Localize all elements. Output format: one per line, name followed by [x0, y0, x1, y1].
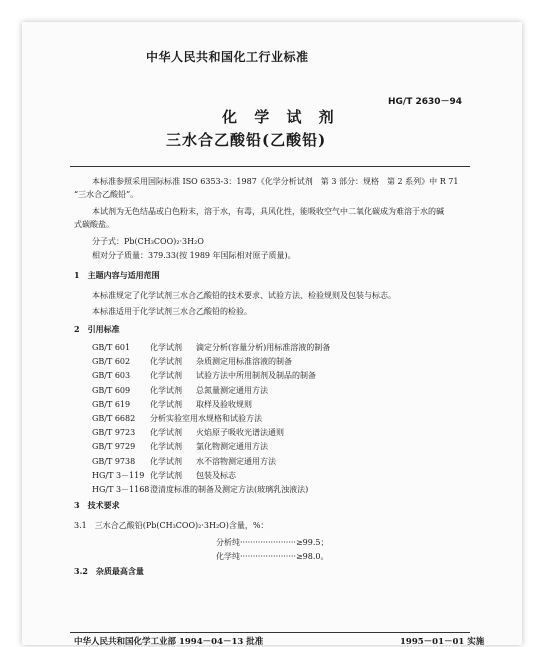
- reference-title: 总氮量测定通用方法: [196, 385, 268, 395]
- molecular-mass: 相对分子质量：379.33(按 1989 年国际相对原子质量)。: [92, 251, 296, 260]
- intro-para2-line1: 本试剂为无色结晶或白色粉末，溶于水，有毒，具风化性，能吸收空气中二氧化碳成为难溶于水的碱: [92, 207, 444, 216]
- formula-label: 分子式：: [92, 237, 124, 246]
- reference-code: GB/T 609: [92, 385, 131, 395]
- reference-category: 化学试剂: [150, 343, 182, 352]
- reference-code: GB/T 601: [92, 343, 131, 352]
- reference-code: HG/T 3－1168: [92, 485, 150, 494]
- reference-item: [92, 413, 262, 424]
- reference-category: 化学试剂: [150, 371, 182, 381]
- reference-title: 氯化物测定通用方法: [196, 442, 268, 452]
- section-3-2: 3.2 杂质最高含量: [74, 566, 144, 576]
- intro-para2-line2: 式碳酸盐。: [74, 220, 114, 229]
- reference-category: 化学试剂: [150, 399, 182, 409]
- reference-category: 化学试剂: [150, 385, 182, 395]
- reference-category: 化学试剂: [150, 442, 182, 452]
- leader-dots: ······················: [240, 538, 296, 547]
- reference-item: [92, 385, 268, 396]
- reference-code: GB/T 619: [92, 399, 131, 409]
- reference-title: 取样及验收规则: [196, 399, 252, 409]
- grade-label: 化学纯: [216, 552, 240, 561]
- title-rule: [70, 166, 470, 167]
- standard-category-title: 中华人民共和国化工行业标准: [146, 50, 309, 64]
- reference-title: 分析实验室用水规格和试验方法: [150, 414, 262, 423]
- section-1-para1: 本标准规定了化学试剂三水合乙酸铅的技术要求、试验方法、检验规则及包装与标志。: [92, 291, 396, 300]
- reference-category: 化学试剂: [150, 470, 182, 480]
- reference-code: GB/T 9723: [92, 428, 136, 438]
- reference-title: 试验方法中所用制剂及制品的制备: [196, 371, 316, 381]
- reference-category: 化学试剂: [150, 357, 182, 367]
- formula-value: Pb(CH₃COO)₂·3H₂O: [124, 237, 204, 246]
- reference-code: GB/T 9729: [92, 442, 136, 452]
- reference-title: 水不溶物测定通用方法: [196, 456, 276, 466]
- purity-row-chemical: [216, 551, 328, 562]
- reference-title: 包装及标志: [196, 470, 236, 480]
- intro-para1-line2: “三水合乙酸铅”。: [74, 190, 139, 199]
- section-1-para2: 本标准适用于化学试剂三水合乙酸铅的检验。: [92, 307, 252, 316]
- grade-label: 分析纯: [216, 538, 240, 547]
- reference-title: 滴定分析(容量分析)用标准溶液的制备: [196, 343, 331, 352]
- reference-item: [92, 356, 292, 367]
- standard-code: HG/T 2630－94: [388, 97, 463, 107]
- reference-item: [92, 441, 268, 452]
- section-3-heading: 3 技术要求: [74, 500, 120, 510]
- document-subtitle: 三水合乙酸铅(乙酸铅): [166, 131, 327, 149]
- purity-row-analytical: [216, 537, 328, 548]
- grade-value: ≥98.0。: [295, 552, 329, 561]
- reference-category: 化学试剂: [150, 456, 182, 466]
- section-2-heading: 2 引用标准: [74, 324, 120, 334]
- grade-value: ≥99.5；: [295, 538, 329, 547]
- effective-date: 1995－01－01 实施: [400, 637, 485, 647]
- reference-item: [92, 470, 236, 481]
- reference-code: GB/T 9738: [92, 456, 136, 466]
- section-1-heading: 1 主题内容与适用范围: [74, 270, 160, 280]
- reference-item: [92, 399, 252, 410]
- reference-category: 化学试剂: [150, 428, 182, 438]
- approval-date: 中华人民共和国化学工业部 1994－04－13 批准: [74, 637, 264, 647]
- reference-title: 澄清度标准的制备及测定方法(玻璃乳浊液法): [150, 485, 309, 494]
- molecular-formula: [92, 236, 204, 247]
- reference-item: [92, 342, 330, 353]
- reference-title: 杂质测定用标准溶液的制备: [196, 357, 292, 367]
- document-title: 化 学 试 剂: [222, 108, 340, 126]
- reference-code: HG/T 3－119: [92, 470, 145, 480]
- reference-item: [92, 370, 316, 381]
- reference-code: GB/T 602: [92, 357, 131, 367]
- intro-para1-line1: 本标准参照采用国际标准 ISO 6353-3：1987《化学分析试剂 第 3 部分：规格 第 2 系列》中 R 71: [92, 177, 459, 186]
- reference-item: [92, 456, 276, 467]
- reference-title: 火焰原子吸收光谱法通则: [196, 428, 284, 438]
- reference-item: [92, 427, 284, 438]
- leader-dots: ······················: [240, 552, 296, 561]
- reference-code: GB/T 6682: [92, 414, 136, 423]
- reference-item: [92, 484, 308, 495]
- footer-rule: [70, 632, 470, 633]
- reference-code: GB/T 603: [92, 371, 131, 381]
- section-3-1: 3.1 三水合乙酸铅(Pb(CH₃COO)₂·3H₂O)含量，%：: [74, 521, 269, 530]
